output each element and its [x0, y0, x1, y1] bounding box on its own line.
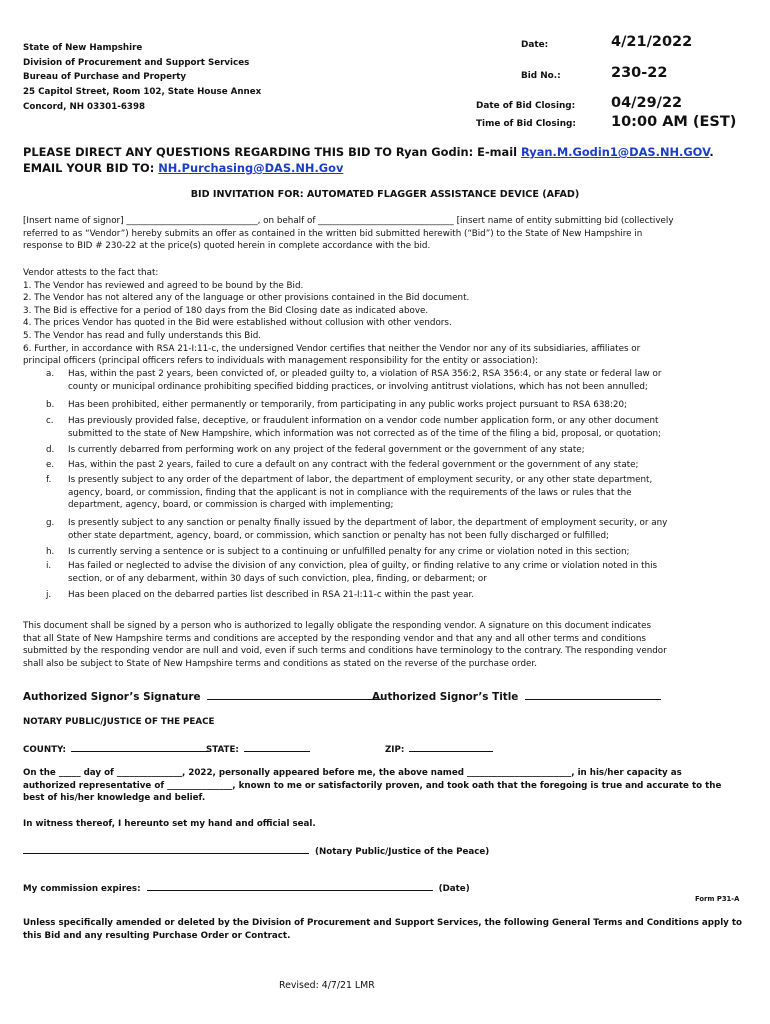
sub-item-line: Has, within the past 2 years, failed to cure a default on any contract with the federal government or the government of any state; [68, 460, 639, 470]
commission-label: My commission expires: [23, 884, 141, 894]
zip-label: ZIP: [385, 745, 405, 755]
state-line[interactable] [244, 742, 310, 752]
signing-line: submitted by the responding vendor are null and void, even if such terms and conditions have terminology to the contrary. The responding vendor [23, 646, 667, 657]
address-line: 25 Capitol Street, Room 102, State House Annex [23, 86, 262, 97]
intro-paragraph [23, 215, 674, 253]
title-line[interactable] [525, 689, 661, 700]
attest-line: 3. The Bid is effective for a period of 180 days from the Bid Closing date as indicated above. [23, 305, 429, 316]
sub-item-j-mark: j. [46, 590, 52, 600]
attest-list [23, 267, 640, 368]
bid-no-label: Bid No.: [521, 71, 561, 81]
signing-paragraph [23, 620, 667, 670]
sub-item-line: section, or of any debarment, within 30 days of such conviction, plea, finding, or debarment; or [68, 573, 487, 584]
form-id: Form P31-A [695, 895, 740, 903]
address-line: State of New Hampshire [23, 43, 143, 53]
notary-signature-line[interactable] [23, 844, 309, 854]
sub-item-h-text [68, 546, 629, 559]
sub-item-line: agency, board, or commission, finding that the applicant is not in compliance with the requirements of the laws or rules that the [68, 487, 632, 498]
county-field[interactable] [23, 742, 209, 757]
attest-line: 6. Further, in accordance with RSA 21-I:11-c, the undersigned Vendor certifies that neither the Vendor nor any of its subsidiaries, affiliates or [23, 343, 641, 354]
revision-footer: Revised: 4/7/21 LMR [279, 980, 375, 991]
oath-paragraph [23, 767, 721, 805]
sub-item-line: Is presently subject to any order of the department of labor, the department of employment security, or any other state department, [68, 475, 653, 485]
oath-line: On the _____ day of _______________, 2022, personally appeared before me, the above named ________________________, in his/her capacity as [23, 768, 682, 778]
intro-line: [Insert name of signor] ______________________________, on behalf of _______________________________ [insert name of entity submitting bid (collectively [23, 216, 674, 226]
sub-item-line: Has been placed on the debarred parties list described in RSA 21-I:11-c within the past year. [68, 590, 475, 600]
signature-field[interactable] [23, 689, 381, 703]
closing-date-value: 04/29/22 [611, 95, 683, 111]
notary-heading: NOTARY PUBLIC/JUSTICE OF THE PEACE [23, 717, 215, 727]
signing-line: that all State of New Hampshire terms and conditions are accepted by the responding vendor and that any and all other terms and conditions [23, 633, 646, 644]
sub-item-e-text [68, 459, 638, 472]
sub-item-line: Is currently serving a sentence or is subject to a continuing or unfulfilled penalty for any crime or violation noted in this section; [68, 547, 630, 557]
attest-line: 5. The Vendor has read and fully understands this Bid. [23, 330, 262, 341]
signing-line: shall also be subject to State of New Hampshire terms and conditions as stated on the reverse of the purchase order. [23, 658, 537, 669]
sub-item-f-mark: f. [46, 475, 52, 485]
zip-line[interactable] [409, 742, 493, 752]
sub-item-a-mark: a. [46, 369, 55, 379]
sub-item-line: Has been prohibited, either permanently or temporarily, from participating in any public works project pursuant to RSA 638:20; [68, 400, 627, 410]
sub-item-j-text [68, 589, 474, 602]
attest-line: Vendor attests to the fact that: [23, 268, 159, 278]
bid-no-value: 230-22 [611, 65, 668, 81]
sub-item-i-text [68, 560, 657, 585]
closing-line: Unless specifically amended or deleted by the Division of Procurement and Support Services, the following General Terms and Conditions apply to [23, 918, 742, 928]
notary-signature-field[interactable] [23, 844, 489, 859]
sub-item-a-text [68, 368, 661, 393]
date-label: Date: [521, 40, 549, 50]
sub-item-i-mark: i. [46, 561, 52, 571]
sub-item-e-mark: e. [46, 460, 55, 470]
attest-line: 4. The prices Vendor has quoted in the Bid were established without collusion with other vendors. [23, 318, 452, 329]
attest-line: principal officers (principal officers refers to individuals with management responsibility for the entity or association): [23, 356, 539, 367]
commission-line[interactable] [147, 881, 433, 891]
contact-email-link[interactable]: Ryan.M.Godin1@DAS.NH.GOV [521, 145, 710, 159]
purchasing-email-link[interactable]: NH.Purchasing@DAS.NH.Gov [158, 161, 344, 175]
witness-line: In witness thereof, I hereunto set my hand and official seal. [23, 819, 316, 829]
title-field[interactable] [372, 689, 661, 703]
sub-item-line: Has failed or neglected to advise the division of any conviction, plea of guilty, or finding relative to any crime or violation noted in this [68, 561, 658, 571]
signing-line: This document shall be signed by a person who is authorized to legally obligate the responding vendor. A signature on this document indicates [23, 621, 652, 631]
county-label: COUNTY: [23, 745, 67, 755]
closing-date-label: Date of Bid Closing: [476, 101, 576, 111]
sub-item-line: Has, within the past 2 years, been convicted of, or pleaded guilty to, a violation of RSA 356:2, RSA 356:4, or any state or federal law or [68, 369, 662, 379]
sub-item-g-mark: g. [46, 518, 55, 528]
oath-line: authorized representative of _______________, known to me or satisfactorily proven, and took oath that the foregoing is true and accurate to the [23, 780, 722, 791]
sub-item-line: county or municipal ordinance prohibiting specified bidding practices, or involving antitrust violations, which has not been annulled; [68, 381, 648, 392]
sub-item-c-text [68, 415, 661, 440]
oath-line: best of his/her knowledge and belief. [23, 793, 206, 804]
county-line[interactable] [71, 742, 209, 752]
sub-item-line: Is presently subject to any sanction or penalty finally issued by the department of labor, the department of employment security, or any [68, 518, 668, 528]
sub-item-line: department, agency, board, or commission is charged with implementing; [68, 500, 394, 511]
signature-line[interactable] [207, 689, 381, 700]
sub-item-line: Is currently debarred from performing work on any project of the federal government or the government of any state; [68, 445, 585, 455]
questions-text: PLEASE DIRECT ANY QUESTIONS REGARDING THIS BID TO Ryan Godin: E-mail [23, 145, 522, 159]
sub-item-h-mark: h. [46, 547, 55, 557]
sub-item-b-mark: b. [46, 400, 55, 410]
date-value: 4/21/2022 [611, 34, 693, 50]
address-line: Bureau of Purchase and Property [23, 72, 187, 83]
zip-field[interactable] [385, 742, 493, 757]
attest-line: 1. The Vendor has reviewed and agreed to be bound by the Bid. [23, 280, 304, 291]
closing-line: this Bid and any resulting Purchase Order or Contract. [23, 930, 291, 941]
email-bid-text: EMAIL YOUR BID TO: [23, 161, 159, 175]
signature-label: Authorized Signor’s Signature [23, 691, 201, 703]
title-label: Authorized Signor’s Title [372, 691, 519, 703]
questions-line [23, 144, 714, 160]
state-label: STATE: [206, 745, 239, 755]
address-line: Concord, NH 03301-6398 [23, 102, 146, 113]
state-field[interactable] [206, 742, 310, 757]
address-line: Division of Procurement and Support Services [23, 57, 250, 68]
closing-time-label: Time of Bid Closing: [476, 119, 576, 129]
questions-directive [23, 144, 714, 176]
sub-item-b-text [68, 399, 627, 412]
bid-title: BID INVITATION FOR: AUTOMATED FLAGGER ASSISTANCE DEVICE (AFAD) [190, 189, 580, 200]
notary-label: (Notary Public/Justice of the Peace) [315, 847, 490, 857]
commission-field[interactable] [23, 881, 470, 896]
sub-item-d-text [68, 444, 585, 457]
intro-line: response to BID # 230-22 at the price(s) quoted herein in complete accordance with the bid. [23, 241, 431, 252]
sub-item-f-text [68, 474, 652, 512]
intro-line: referred to as “Vendor”) hereby submits an offer as contained in the written bid submitted herewith (“Bid”) to the State of New Hampshire in [23, 228, 643, 239]
sub-item-d-mark: d. [46, 445, 55, 455]
closing-paragraph [23, 917, 742, 942]
sub-item-line: Has previously provided false, deceptive, or fraudulent information on a vendor code number application form, or any other document [68, 416, 659, 426]
sub-item-c-mark: c. [46, 416, 54, 426]
questions-end: . [709, 145, 714, 159]
sub-item-line: other state department, agency, board, or commission, which sanction or penalty has not been fully discharged or fulfilled; [68, 530, 609, 541]
closing-time-value: 10:00 AM (EST) [611, 114, 737, 130]
agency-address [23, 41, 261, 115]
commission-date-label: (Date) [438, 884, 470, 894]
sub-item-line: submitted to the state of New Hampshire, which information was not corrected as of the time of the filing a bid, proposal, or quotation; [68, 428, 662, 439]
attest-line: 2. The Vendor has not altered any of the language or other provisions contained in the Bid document. [23, 293, 470, 304]
email-bid-line [23, 160, 714, 176]
sub-item-g-text [68, 517, 667, 542]
